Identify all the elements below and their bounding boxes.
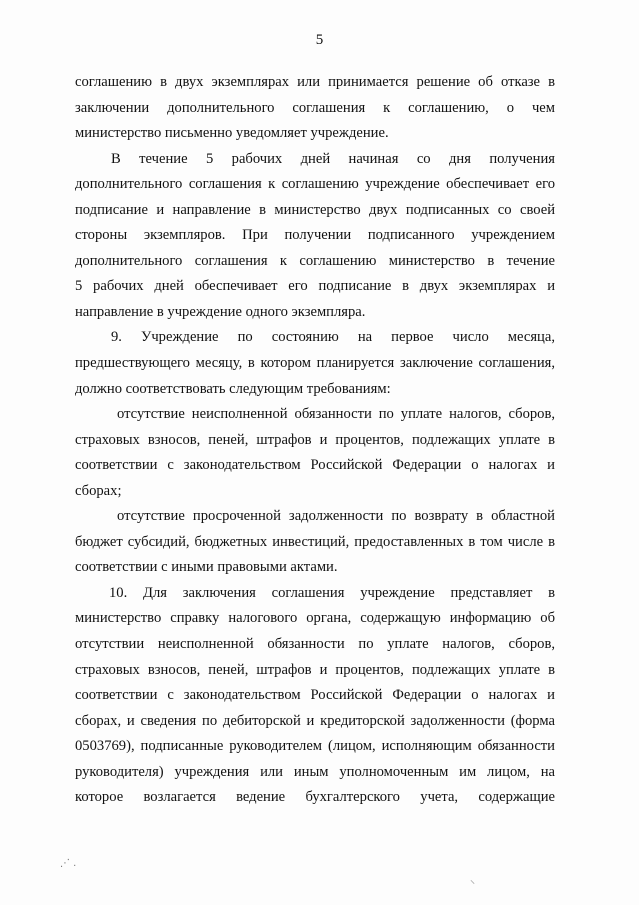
text-line: подписание и направление в министерство двух подписанных со своей: [75, 201, 555, 218]
text-line: министерство письменно уведомляет учреждение.: [75, 125, 389, 142]
text-line: соглашению в двух экземплярах или принимается решение об отказе в: [75, 74, 555, 90]
paragraph-signing-period: [75, 147, 555, 326]
text-line: отсутствии неисполненной обязанности по уплате налогов, сборов,: [75, 636, 555, 653]
text-line: министерство справку налогового органа, содержащую информацию об: [75, 610, 555, 627]
text-line: бюджет субсидий, бюджетных инвестиций, предоставленных в том числе в: [75, 533, 555, 550]
text-line: 10. Для заключения соглашения учреждение представляет в: [109, 584, 555, 601]
text-line: 5 рабочих дней обеспечивает его подписание в двух экземплярах и: [75, 278, 555, 295]
text-line: которое возлагается ведение бухгалтерского учета, содержащие: [75, 789, 555, 806]
text-line: 9. Учреждение по состоянию на первое число месяца,: [111, 329, 555, 346]
scan-speck-mark: ⸜: [470, 875, 475, 886]
text-line: 0503769), подписанные руководителем (лицом, исполняющим обязанности: [75, 738, 555, 755]
text-line: дополнительного соглашения к соглашению министерство в течение: [75, 252, 555, 269]
text-line: руководителя) учреждения или иным уполномоченным им лицом, на: [75, 763, 555, 780]
text-line: соответствии с законодательством Российской Федерации о налогах и: [75, 687, 555, 704]
text-line: дополнительного соглашения к соглашению учреждение обеспечивает его: [75, 176, 555, 193]
paragraph-continuation: [75, 70, 555, 147]
text-line: В течение 5 рабочих дней начиная со дня получения: [111, 150, 555, 167]
text-line: отсутствие неисполненной обязанности по уплате налогов, сборов,: [117, 406, 555, 423]
page-number: 5: [315, 32, 324, 48]
text-line: заключении дополнительного соглашения к соглашению, о чем: [75, 99, 555, 116]
text-line: стороны экземпляров. При получении подписанного учреждением: [75, 227, 555, 244]
paragraph-item-10: [75, 581, 555, 811]
scan-speck-mark: ⋰ .: [60, 858, 77, 869]
document-body: [75, 70, 555, 811]
text-line: соответствии с иными правовыми актами.: [75, 559, 338, 576]
text-line: страховых взносов, пеней, штрафов и процентов, подлежащих уплате в: [75, 661, 555, 678]
text-line: должно соответствовать следующим требованиям:: [75, 380, 391, 397]
text-line: страховых взносов, пеней, штрафов и процентов, подлежащих уплате в: [75, 431, 555, 448]
paragraph-requirement-debt: [75, 504, 555, 581]
text-line: направление в учреждение одного экземпляра.: [75, 303, 366, 320]
paragraph-item-9: [75, 325, 555, 402]
text-line: соответствии с законодательством Российской Федерации о налогах и: [75, 457, 555, 474]
text-line: сборах, и сведения по дебиторской и кредиторской задолженности (форма: [75, 712, 555, 729]
text-line: сборах;: [75, 482, 122, 499]
text-line: предшествующего месяцу, в котором планируется заключение соглашения,: [75, 355, 555, 372]
text-line: отсутствие просроченной задолженности по возврату в областной: [117, 508, 555, 525]
paragraph-requirement-taxes: [75, 402, 555, 504]
